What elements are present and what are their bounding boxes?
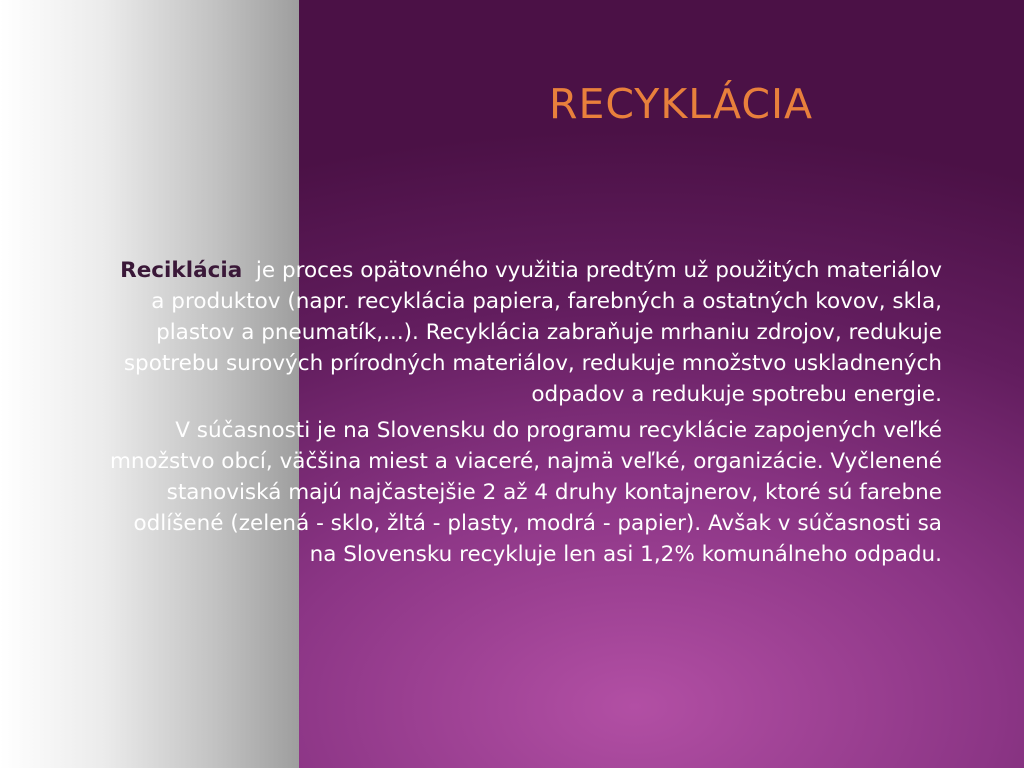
paragraph-slovakia: V súčasnosti je na Slovensku do programu recyklácie zapojených veľké množstvo obcí, väčšina miest a viaceré, najmä veľké, organizácie. Vyčlenené stanoviská majú najčastejšie 2 až 4 druhy kontajnerov, ktoré sú farebne odlíšené (zelená - sklo, žltá - plasty, modrá - papier). Avšak v súčasnosti sa na Slovensku recykluje len asi 1,2% komunálneho odpadu. xyxy=(109,418,942,567)
term-recyklacia: Reciklácia xyxy=(120,258,243,283)
paragraph-definition xyxy=(104,255,949,410)
slide-title: RECYKLÁCIA xyxy=(549,80,814,128)
definition-text: je proces opätovného využitia predtým už použitých materiálov a produktov (napr. recyklácia papiera, farebných a ostatných kovov, skla, plastov a pneumatík,...). Recyklácia zabraňuje mrhaniu zdrojov, redukuje spotrebu surových prírodných materiálov, redukuje množstvo uskladnených odpadov a redukuje spotrebu energie. xyxy=(123,258,949,407)
slide-body xyxy=(104,255,949,575)
